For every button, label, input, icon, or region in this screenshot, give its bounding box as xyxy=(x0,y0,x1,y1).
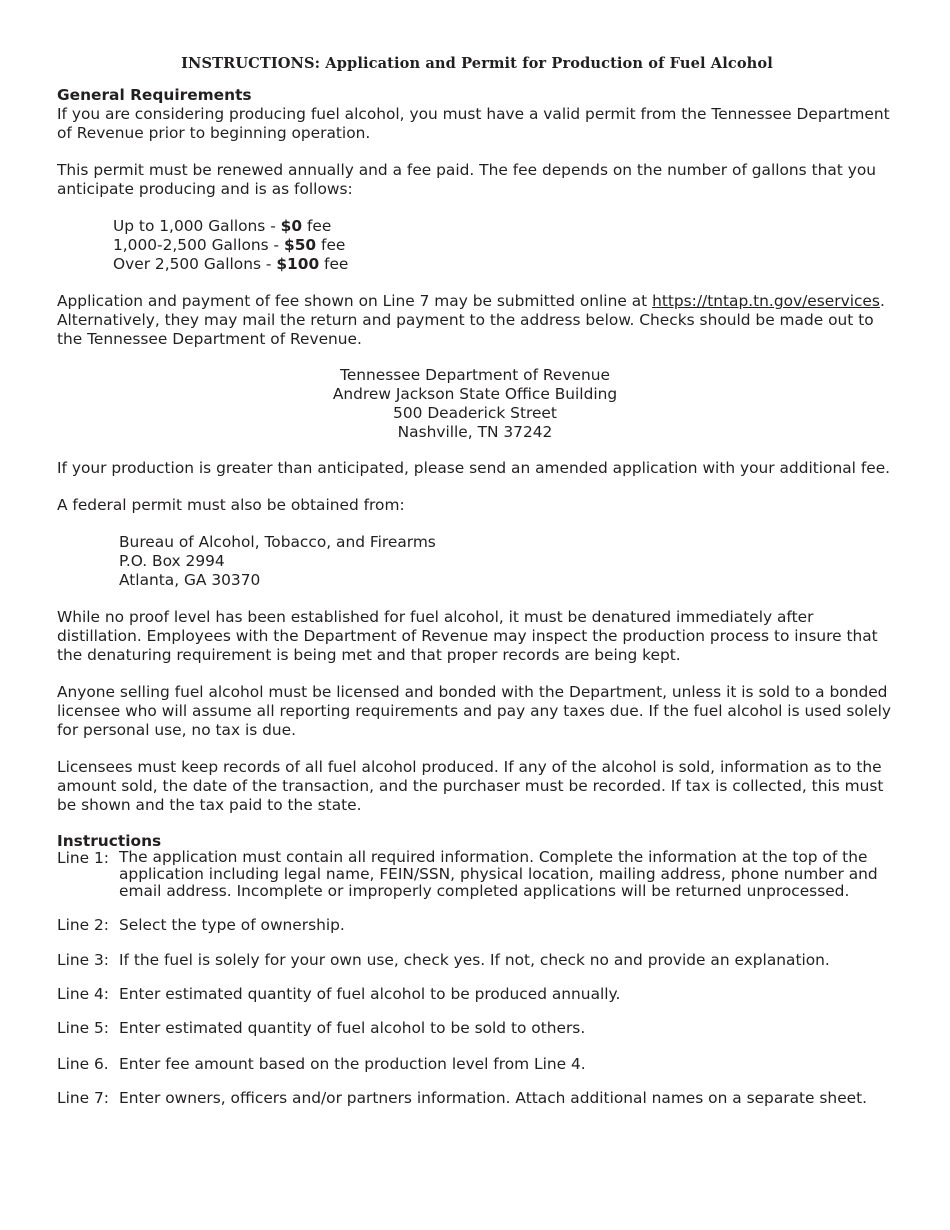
renewal-paragraph: This permit must be renewed annually and a fee paid. The fee depends on the number of gallons that you anticipate producing and is as follows: xyxy=(57,161,877,198)
intro-paragraph: If you are considering producing fuel alcohol, you must have a valid permit from the Tennessee Department of Revenue prior to beginning operation. xyxy=(57,105,890,142)
selling-paragraph: Anyone selling fuel alcohol must be licensed and bonded with the Department, unless it is sold to a bonded licensee who will assume all reporting requirements and pay any taxes due. If the fuel alcohol is used solely for personal use, no tax is due. xyxy=(57,683,891,739)
federal-mailing-address: Bureau of Alcohol, Tobacco, and Firearms P.O. Box 2994 Atlanta, GA 30370 xyxy=(119,533,436,589)
instructions-heading: Instructions xyxy=(57,832,162,850)
state-mailing-address: Tennessee Department of Revenue Andrew Jackson State Office Building 500 Deaderick Street Nashville, TN 37242 xyxy=(332,366,618,441)
amended-paragraph: If your production is greater than anticipated, please send an amended application with your additional fee. xyxy=(57,459,891,477)
page-title: INSTRUCTIONS: Application and Permit for Production of Fuel Alcohol xyxy=(181,55,773,72)
submission-paragraph: Application and payment of fee shown on Line 7 may be submitted online at https://tntap.tn.gov/eservices. Alternatively, they may mail the return and payment to the address below. Checks should be made out to the Tennessee Department of Revenue. xyxy=(57,292,885,348)
fee-item: 1,000-2,500 Gallons - $50 fee xyxy=(113,236,346,254)
proof-paragraph: While no proof level has been established for fuel alcohol, it must be denatured immediately after distillation. Employees with the Department of Revenue may inspect the production process to insure that the denaturing requirement is being met and that proper records are being kept. xyxy=(57,608,878,664)
fee-item: Over 2,500 Gallons - $100 fee xyxy=(113,255,349,273)
records-paragraph: Licensees must keep records of all fuel alcohol produced. If any of the alcohol is sold, information as to the amount sold, the date of the transaction, and the purchaser must be recorded. If tax is collected, this must be shown and the tax paid to the state. xyxy=(57,758,884,814)
general-requirements-heading: General Requirements xyxy=(57,86,252,104)
federal-permit-paragraph: A federal permit must also be obtained from: xyxy=(57,496,405,514)
eservices-link[interactable]: https://tntap.tn.gov/eservices xyxy=(652,292,880,310)
fee-item: Up to 1,000 Gallons - $0 fee xyxy=(113,217,332,235)
fee-schedule xyxy=(113,217,348,274)
